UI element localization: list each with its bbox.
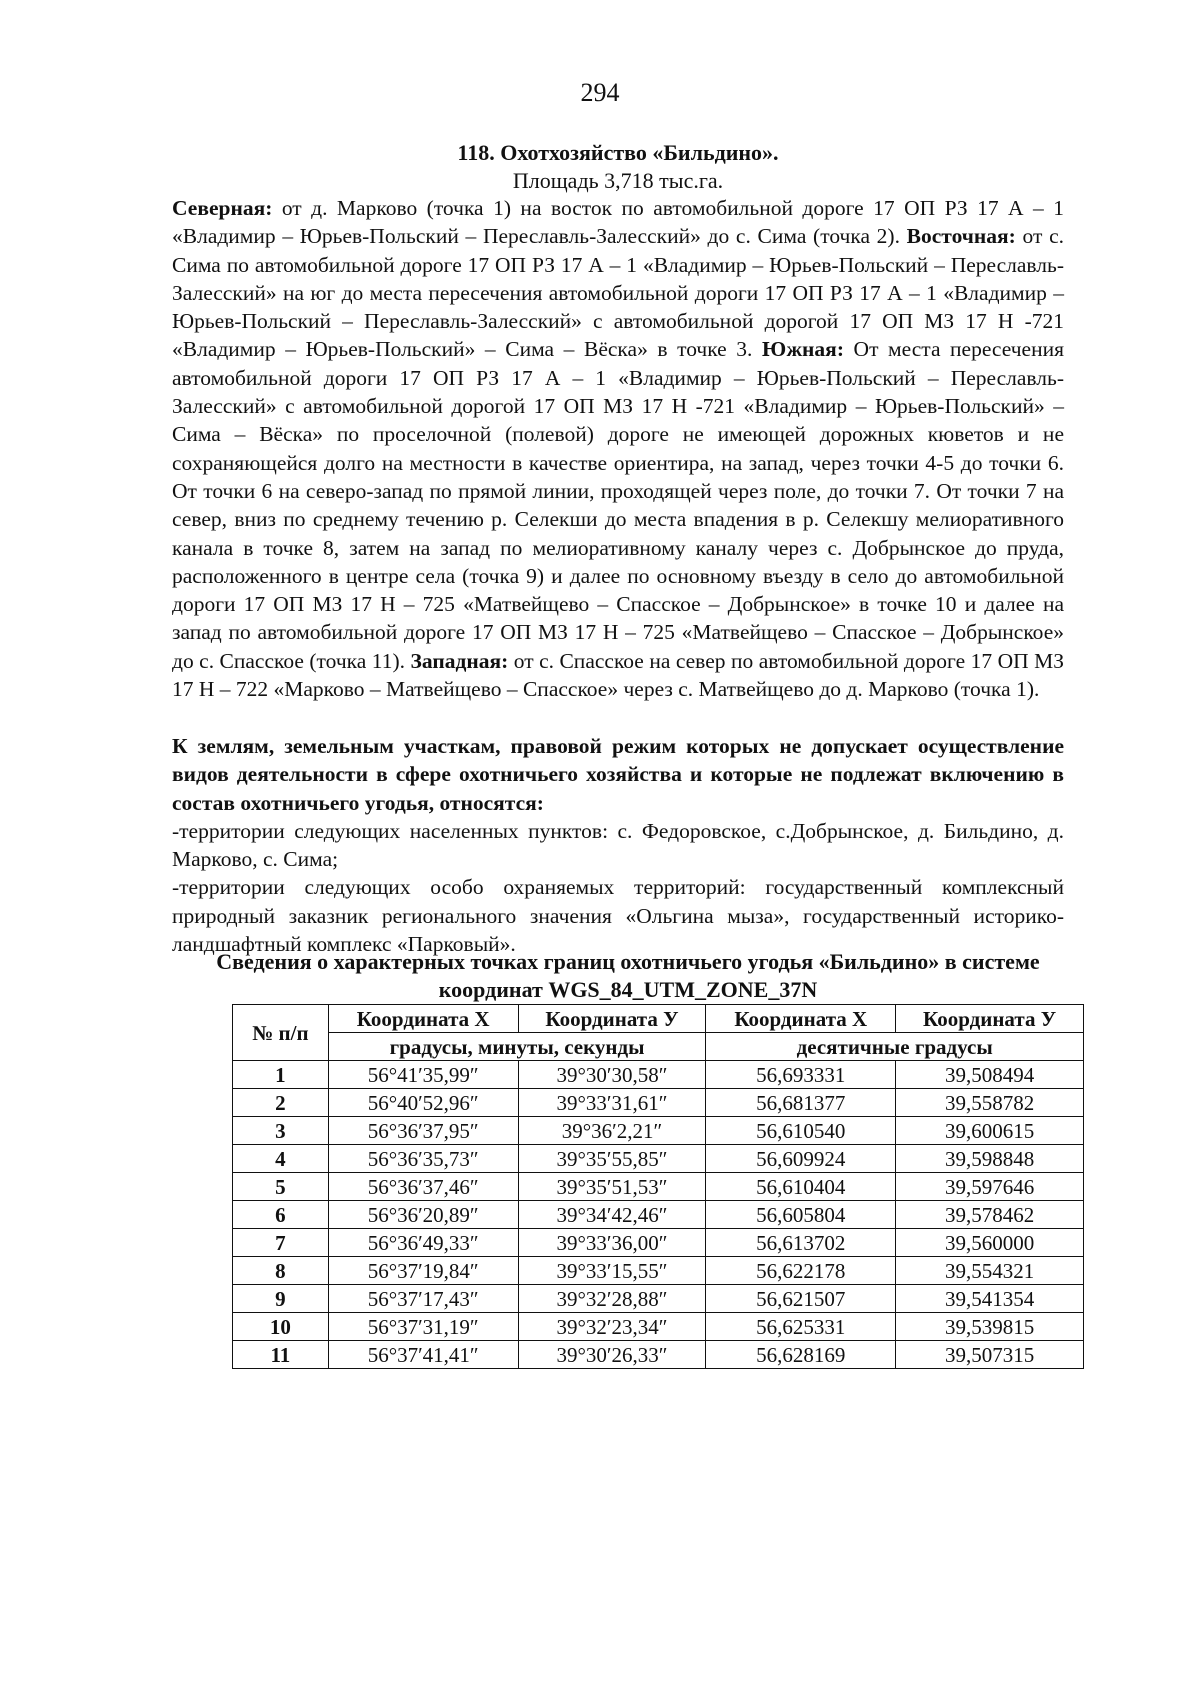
- table-row: [233, 1173, 1084, 1201]
- header-y-dec: Координата У: [896, 1005, 1084, 1033]
- table-row: [233, 1313, 1084, 1341]
- cell-x-dec: 56,610540: [706, 1117, 896, 1145]
- cell-y-dms: 39°32′23,34″: [518, 1313, 706, 1341]
- north-text: от д. Марково (точка 1) на восток по автомобильной дороге 17 ОП РЗ 17 А – 1 «Владимир – Юрьев-Польский – Переславль-Залесский» до с. Сима (точка 2).: [172, 196, 1064, 249]
- cell-y-dec: 39,600615: [896, 1117, 1084, 1145]
- cell-num: 5: [233, 1173, 329, 1201]
- area-line: Площадь 3,718 тыс.га.: [512, 168, 724, 193]
- cell-num: 9: [233, 1285, 329, 1313]
- cell-y-dec: 39,539815: [896, 1313, 1084, 1341]
- cell-x-dms: 56°36′37,95″: [328, 1117, 518, 1145]
- cell-x-dec: 56,610404: [706, 1173, 896, 1201]
- exclusions-heading: К землям, земельным участкам, правовой режим которых не допускает осуществление видов деятельности в сфере охотничьего хозяйства и которые не подлежат включению в состав охотничьего угодья, относятся:: [172, 734, 1064, 815]
- exclusion-item: -территории следующих населенных пунктов: с. Федоровское, с.Добрынское, д. Бильдино, д. Марково, с. Сима;: [172, 818, 1064, 872]
- cell-y-dms: 39°33′15,55″: [518, 1257, 706, 1285]
- table-row: [233, 1117, 1084, 1145]
- cell-y-dms: 39°30′26,33″: [518, 1341, 706, 1369]
- cell-y-dec: 39,554321: [896, 1257, 1084, 1285]
- cell-num: 1: [233, 1061, 329, 1089]
- exclusion-item: -территории следующих особо охраняемых территорий: государственный комплексный природный заказник регионального значения «Ольгина мыза», государственный историко-ландшафтный комплекс «Парковый».: [172, 875, 1064, 957]
- cell-x-dms: 56°36′35,73″: [328, 1145, 518, 1173]
- cell-y-dms: 39°34′42,46″: [518, 1201, 706, 1229]
- cell-y-dec: 39,541354: [896, 1285, 1084, 1313]
- east-label: Восточная:: [906, 224, 1016, 249]
- cell-y-dms: 39°33′36,00″: [518, 1229, 706, 1257]
- west-text: от с. Спасское на север по автомобильной дороге 17 ОП МЗ 17 Н – 722 «Марково – Матвейщево – Спасское» через с. Матвейщево до д. Марково (точка 1).: [172, 648, 1064, 702]
- coordinates-table: [232, 1004, 1084, 1369]
- table-row: [233, 1229, 1084, 1257]
- cell-x-dec: 56,622178: [706, 1257, 896, 1285]
- table-row: [233, 1257, 1084, 1285]
- cell-y-dec: 39,507315: [896, 1341, 1084, 1369]
- cell-x-dms: 56°36′20,89″: [328, 1201, 518, 1229]
- table-header-row: [233, 1005, 1084, 1033]
- cell-x-dms: 56°37′31,19″: [328, 1313, 518, 1341]
- cell-x-dec: 56,625331: [706, 1313, 896, 1341]
- cell-y-dms: 39°36′2,21″: [518, 1117, 706, 1145]
- exclusions-block: [172, 732, 1064, 958]
- table-unit-row: [233, 1033, 1084, 1061]
- page-number: 294: [580, 78, 620, 107]
- table-row: [233, 1285, 1084, 1313]
- cell-x-dms: 56°37′19,84″: [328, 1257, 518, 1285]
- section-heading: 118. Охотхозяйство «Бильдино».: [457, 140, 779, 165]
- table-row: [233, 1201, 1084, 1229]
- header-dms-unit: градусы, минуты, секунды: [328, 1033, 706, 1061]
- cell-y-dms: 39°33′31,61″: [518, 1089, 706, 1117]
- table-row: [233, 1145, 1084, 1173]
- cell-x-dms: 56°37′41,41″: [328, 1341, 518, 1369]
- header-y-dms: Координата У: [518, 1005, 706, 1033]
- west-label: Западная:: [410, 648, 509, 673]
- boundary-description: [172, 194, 1064, 703]
- cell-x-dec: 56,609924: [706, 1145, 896, 1173]
- cell-y-dms: 39°35′55,85″: [518, 1145, 706, 1173]
- cell-num: 6: [233, 1201, 329, 1229]
- south-label: Южная:: [761, 337, 844, 362]
- cell-x-dec: 56,693331: [706, 1061, 896, 1089]
- cell-x-dec: 56,613702: [706, 1229, 896, 1257]
- cell-x-dec: 56,605804: [706, 1201, 896, 1229]
- table-row: [233, 1061, 1084, 1089]
- cell-x-dec: 56,628169: [706, 1341, 896, 1369]
- cell-y-dms: 39°30′30,58″: [518, 1061, 706, 1089]
- cell-num: 10: [233, 1313, 329, 1341]
- cell-num: 4: [233, 1145, 329, 1173]
- cell-y-dec: 39,598848: [896, 1145, 1084, 1173]
- cell-num: 7: [233, 1229, 329, 1257]
- cell-y-dec: 39,560000: [896, 1229, 1084, 1257]
- cell-x-dms: 56°41′35,99″: [328, 1061, 518, 1089]
- table-row: [233, 1089, 1084, 1117]
- cell-x-dms: 56°36′49,33″: [328, 1229, 518, 1257]
- table-body: [233, 1061, 1084, 1369]
- east-text: от с. Сима по автомобильной дороге 17 ОП РЗ 17 А – 1 «Владимир – Юрьев-Польский – Переславль-Залесский» на юг до места пересечения автомобильной дороги 17 ОП РЗ 17 А – 1 «Владимир – Юрьев-Польский – Переславль-Залесский» с автомобильной дорогой 17 ОП МЗ 17 Н -721 «Владимир – Юрьев-Польский» – Сима – Вёска» в точке 3.: [172, 224, 1065, 362]
- cell-x-dms: 56°37′17,43″: [328, 1285, 518, 1313]
- cell-x-dms: 56°40′52,96″: [328, 1089, 518, 1117]
- cell-y-dec: 39,597646: [896, 1173, 1084, 1201]
- cell-x-dec: 56,681377: [706, 1089, 896, 1117]
- header-dec-unit: десятичные градусы: [706, 1033, 1084, 1061]
- header-x-dec: Координата Х: [706, 1005, 896, 1033]
- cell-x-dec: 56,621507: [706, 1285, 896, 1313]
- table-row: [233, 1341, 1084, 1369]
- header-x-dms: Координата Х: [328, 1005, 518, 1033]
- cell-num: 8: [233, 1257, 329, 1285]
- cell-num: 2: [233, 1089, 329, 1117]
- cell-num: 3: [233, 1117, 329, 1145]
- cell-y-dec: 39,578462: [896, 1201, 1084, 1229]
- table-title: Сведения о характерных точках границ охотничьего угодья «Бильдино» в системе координат WGS_84_UTM_ZONE_37N: [216, 949, 1040, 1002]
- cell-x-dms: 56°36′37,46″: [328, 1173, 518, 1201]
- header-num: № п/п: [233, 1005, 329, 1061]
- cell-y-dms: 39°35′51,53″: [518, 1173, 706, 1201]
- north-label: Северная:: [172, 196, 273, 220]
- cell-num: 11: [233, 1341, 329, 1369]
- cell-y-dec: 39,508494: [896, 1061, 1084, 1089]
- cell-y-dms: 39°32′28,88″: [518, 1285, 706, 1313]
- cell-y-dec: 39,558782: [896, 1089, 1084, 1117]
- south-text: От места пересечения автомобильной дороги 17 ОП РЗ 17 А – 1 «Владимир – Юрьев-Польский – Переславль-Залесский» с автомобильной дорогой 17 ОП МЗ 17 Н -721 «Владимир – Юрьев-Польский» – Сима – Вёска» по проселочной (полевой) дороге не имеющей дорожных кюветов и не сохраняющейся долго на местности в качестве ориентира, на запад, через точки 4-5 до точки 6. От точки 6 на северо-запад по прямой линии, проходящей через поле, до точки 7. От точки 7 на север, вниз по среднему течению р. Селекши до места впадения в р. Селекшу мелиоративного канала в точке 8, затем на запад по мелиоративному каналу через с. Добрынское до пруда, расположенного в центре села (точка 9) и далее по основному въезду в село до автомобильной дороги 17 ОП МЗ 17 Н – 725 «Матвейщево – Спасское – Добрынское» в точке 10 и далее на запад по автомобильной дороге 17 ОП МЗ 17 Н – 725 «Матвейщево – Спасское – Добрынское» до с. Спасское (точка 11).: [172, 337, 1064, 673]
